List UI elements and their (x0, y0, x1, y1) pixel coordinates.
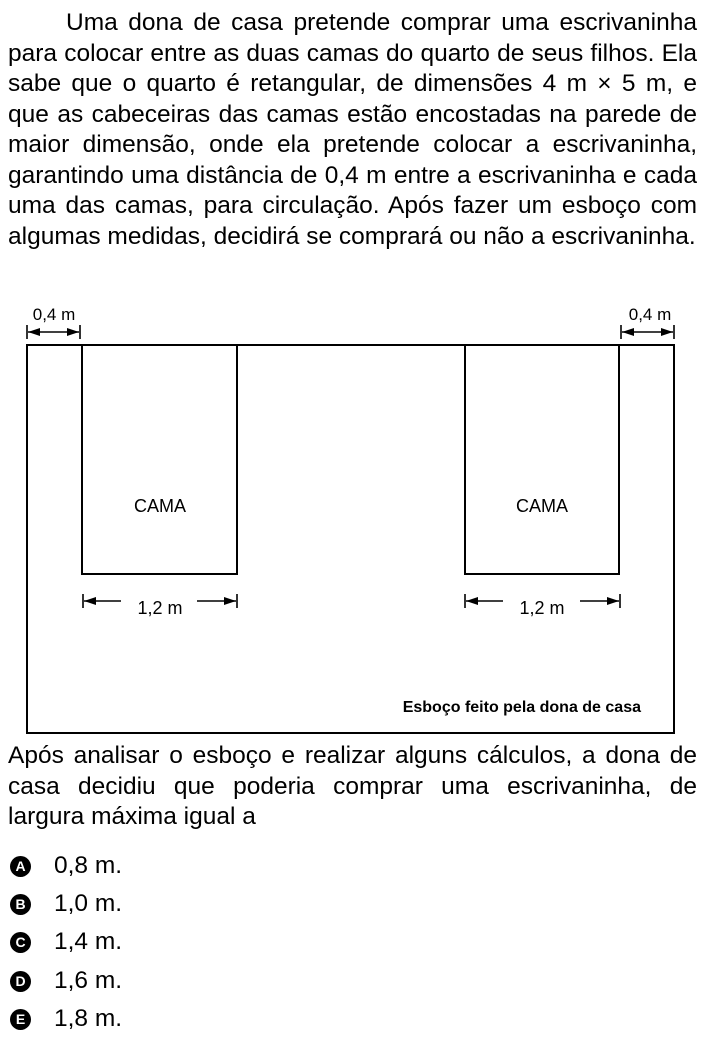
bed-right (465, 345, 619, 574)
option-a[interactable] (10, 851, 122, 881)
gap-right-dimension (621, 325, 674, 339)
bed-left (82, 345, 237, 574)
gap-left-dimension (27, 325, 80, 339)
gap-left-label: 0,4 m (32, 305, 76, 324)
intro-paragraph: Uma dona de casa pretende comprar uma escrivaninha para colocar entre as duas camas do quarto de seus filhos. Ela sabe que o quarto é retangular, de dimensões 4 m × 5 m, e que as cabeceiras das camas estão encostadas na parede de maior dimensão, onde ela pretende colocar a escrivaninha, garantindo uma distância de 0,4 m entre a escrivaninha e cada uma das camas, para circulação. Após fazer um esboço com algumas medidas, decidirá se comprará ou não a escrivaninha. (8, 9, 697, 250)
option-d[interactable] (10, 966, 122, 996)
question-paragraph: Após analisar o esboço e realizar alguns cálculos, a dona de casa decidiu que poderia comprar uma escrivaninha, de largura máxima igual a (8, 742, 697, 830)
bed-right-width-label: 1,2 m (519, 598, 565, 618)
option-d-badge: D (10, 971, 31, 992)
room-outline (27, 345, 674, 733)
bed-left-width-label: 1,2 m (137, 598, 183, 618)
option-a-text: 0,8 m. (54, 852, 123, 879)
option-a-badge: A (10, 856, 31, 877)
bed-left-label: CAMA (133, 496, 187, 516)
option-c-badge: C (10, 932, 31, 953)
option-b-badge: B (10, 894, 31, 915)
option-c[interactable] (10, 927, 122, 957)
option-b[interactable] (10, 889, 122, 919)
option-e-badge: E (10, 1009, 31, 1030)
gap-right-label: 0,4 m (628, 305, 672, 324)
sketch-caption: Esboço feito pela dona de casa (402, 699, 641, 716)
option-c-text: 1,4 m. (54, 928, 123, 955)
bed-right-label: CAMA (515, 496, 569, 516)
option-d-text: 1,6 m. (54, 967, 123, 994)
option-e[interactable] (10, 1004, 122, 1034)
option-b-text: 1,0 m. (54, 890, 123, 917)
option-e-text: 1,8 m. (54, 1005, 123, 1032)
